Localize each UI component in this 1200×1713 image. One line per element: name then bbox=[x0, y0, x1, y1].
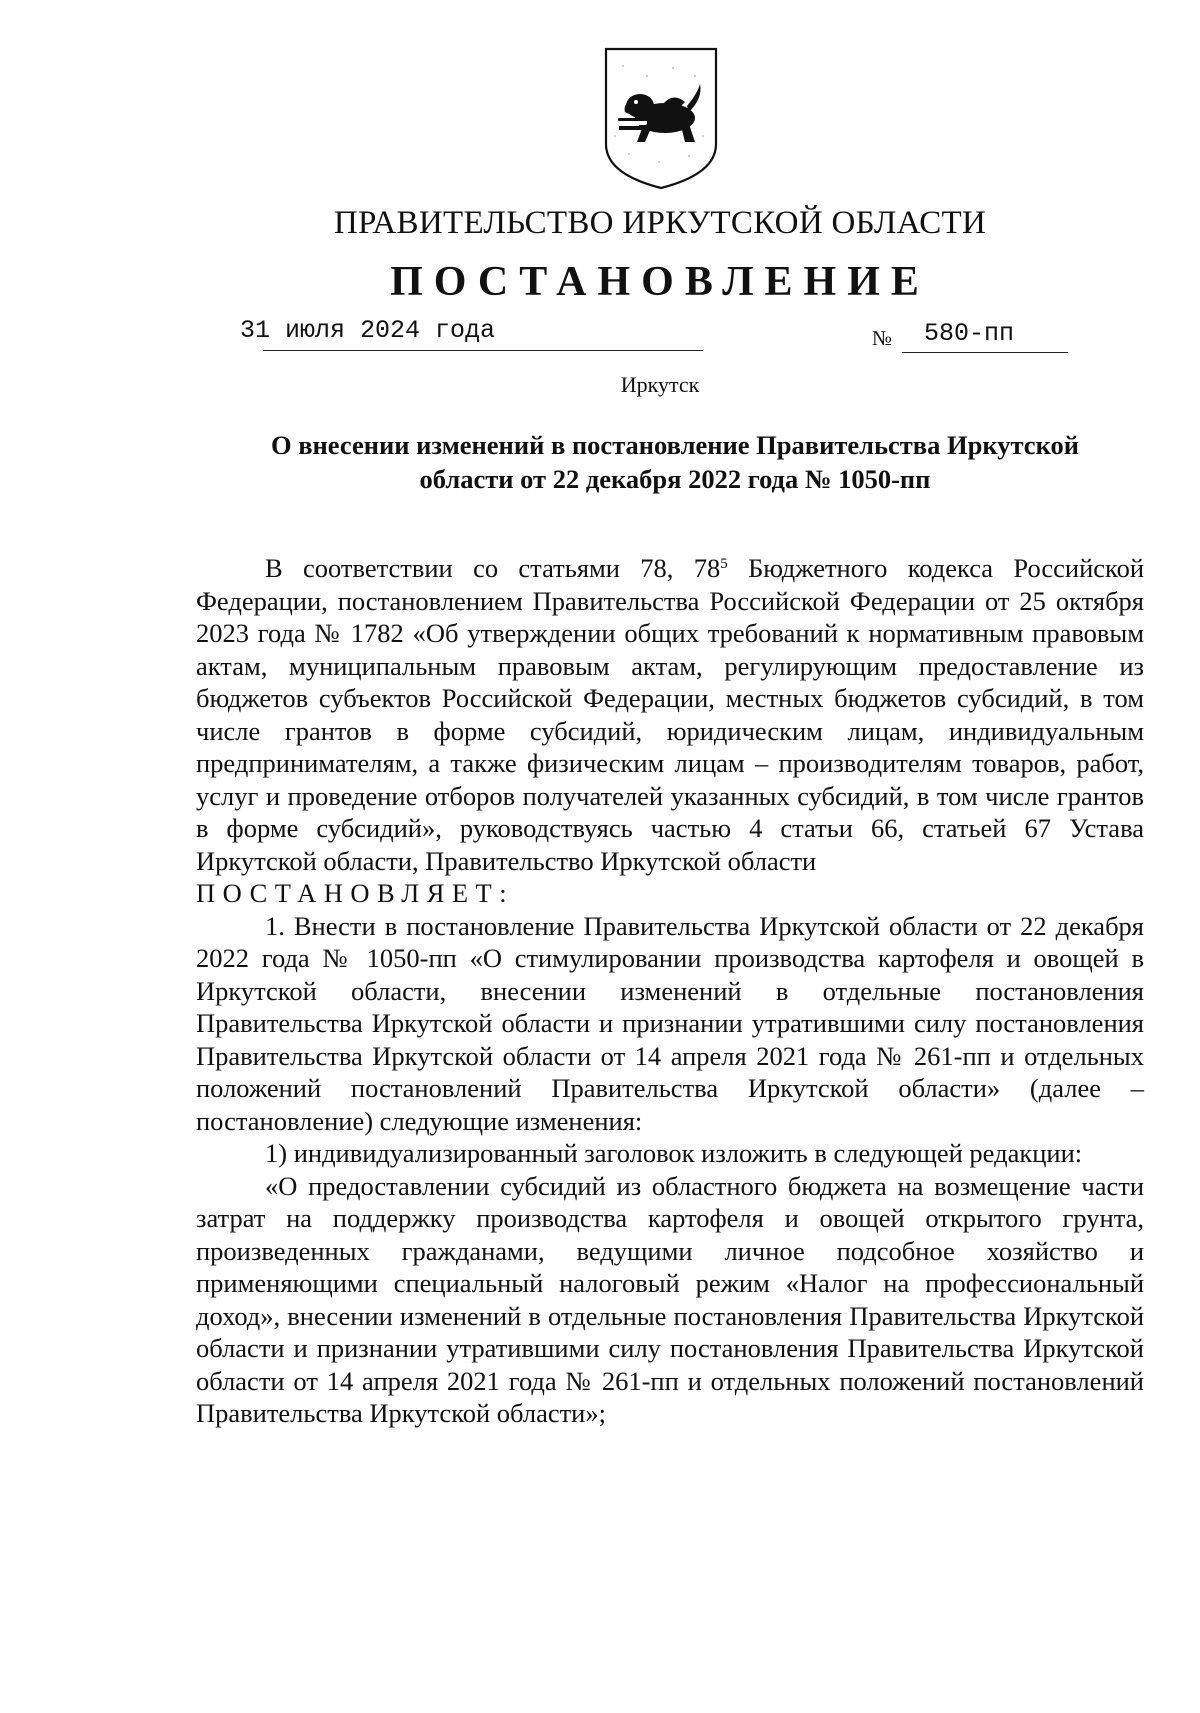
resolves-heading: ПОСТАНОВЛЯЕТ: bbox=[196, 878, 515, 908]
number-underline bbox=[902, 352, 1068, 353]
city: Иркутск bbox=[620, 372, 700, 397]
preamble-superscript: 5 bbox=[720, 556, 728, 572]
document-title-line-1: О внесении изменений в постановление Правительства Иркутской bbox=[270, 430, 1080, 460]
document-date: 31 июля 2024 года bbox=[240, 316, 496, 345]
coat-of-arms-icon bbox=[603, 46, 719, 191]
item-1-paragraph: 1. Внести в постановление Правительства Иркутской области от 22 декабря 2022 года № 1050-пп «О стимулировании производства картофеля и овощей в Иркутской области, внесении изменений в отдельные постановления Правительства Иркутской области и признании утратившими силу постановления Правительства Иркутской области от 14 апреля 2021 года № 261-пп и отдельных положений постановлений Правительства Иркутской области» (далее – постановление) следующие изменения: bbox=[196, 910, 1144, 1136]
government-name: ПРАВИТЕЛЬСТВО ИРКУТСКОЙ ОБЛАСТИ bbox=[333, 205, 987, 241]
number-sign: № bbox=[872, 326, 893, 350]
document-type: ПОСТАНОВЛЕНИЕ bbox=[390, 259, 930, 305]
preamble-paragraph bbox=[196, 552, 1144, 877]
preamble-text-rest: Бюджетного кодекса Российской Федерации, постановлением Правительства Российской Федерации от 25 октября 2023 года № 1782 «Об утверждении общих требований к нормативным правовым актам, муниципальным правовым актам, регулирующим предоставление из бюджетов субъектов Российской Федерации, местных бюджетов субсидий, в том числе грантов в форме субсидий, юридическим лицам, индивидуальным предпринимателям, а также физическим лицам – производителям товаров, работ, услуг и проведение отборов получателей указанных субсидий, в том числе грантов в форме субсидий», руководствуясь частью 4 статьи 66, статьей 67 Устава Иркутской области, Правительство Иркутской области bbox=[196, 553, 1144, 876]
document-body bbox=[196, 552, 1144, 1430]
quoted-title-paragraph: «О предоставлении субсидий из областного бюджета на возмещение части затрат на поддержку производства картофеля и овощей открытого грунта, произведенных гражданами, ведущими личное подсобное хозяйство и применяющими специальный налоговый режим «Налог на профессиональный доход», внесении изменений в отдельные постановления Правительства Иркутской области и признании утратившими силу постановления Правительства Иркутской области от 14 апреля 2021 года № 261-пп и отдельных положений постановлений Правительства Иркутской области»; bbox=[196, 1170, 1144, 1428]
date-underline bbox=[263, 350, 703, 351]
subitem-1-paragraph: 1) индивидуализированный заголовок изложить в следующей редакции: bbox=[265, 1138, 1083, 1168]
document-number: 580-пп bbox=[924, 319, 1015, 348]
document-title-line-2: области от 22 декабря 2022 года № 1050-пп bbox=[419, 464, 931, 494]
date-field bbox=[240, 316, 496, 352]
number-field bbox=[872, 319, 1062, 355]
preamble-text-start: В соответствии со статьями 78, 78 bbox=[265, 553, 721, 583]
document-title bbox=[230, 428, 1120, 496]
